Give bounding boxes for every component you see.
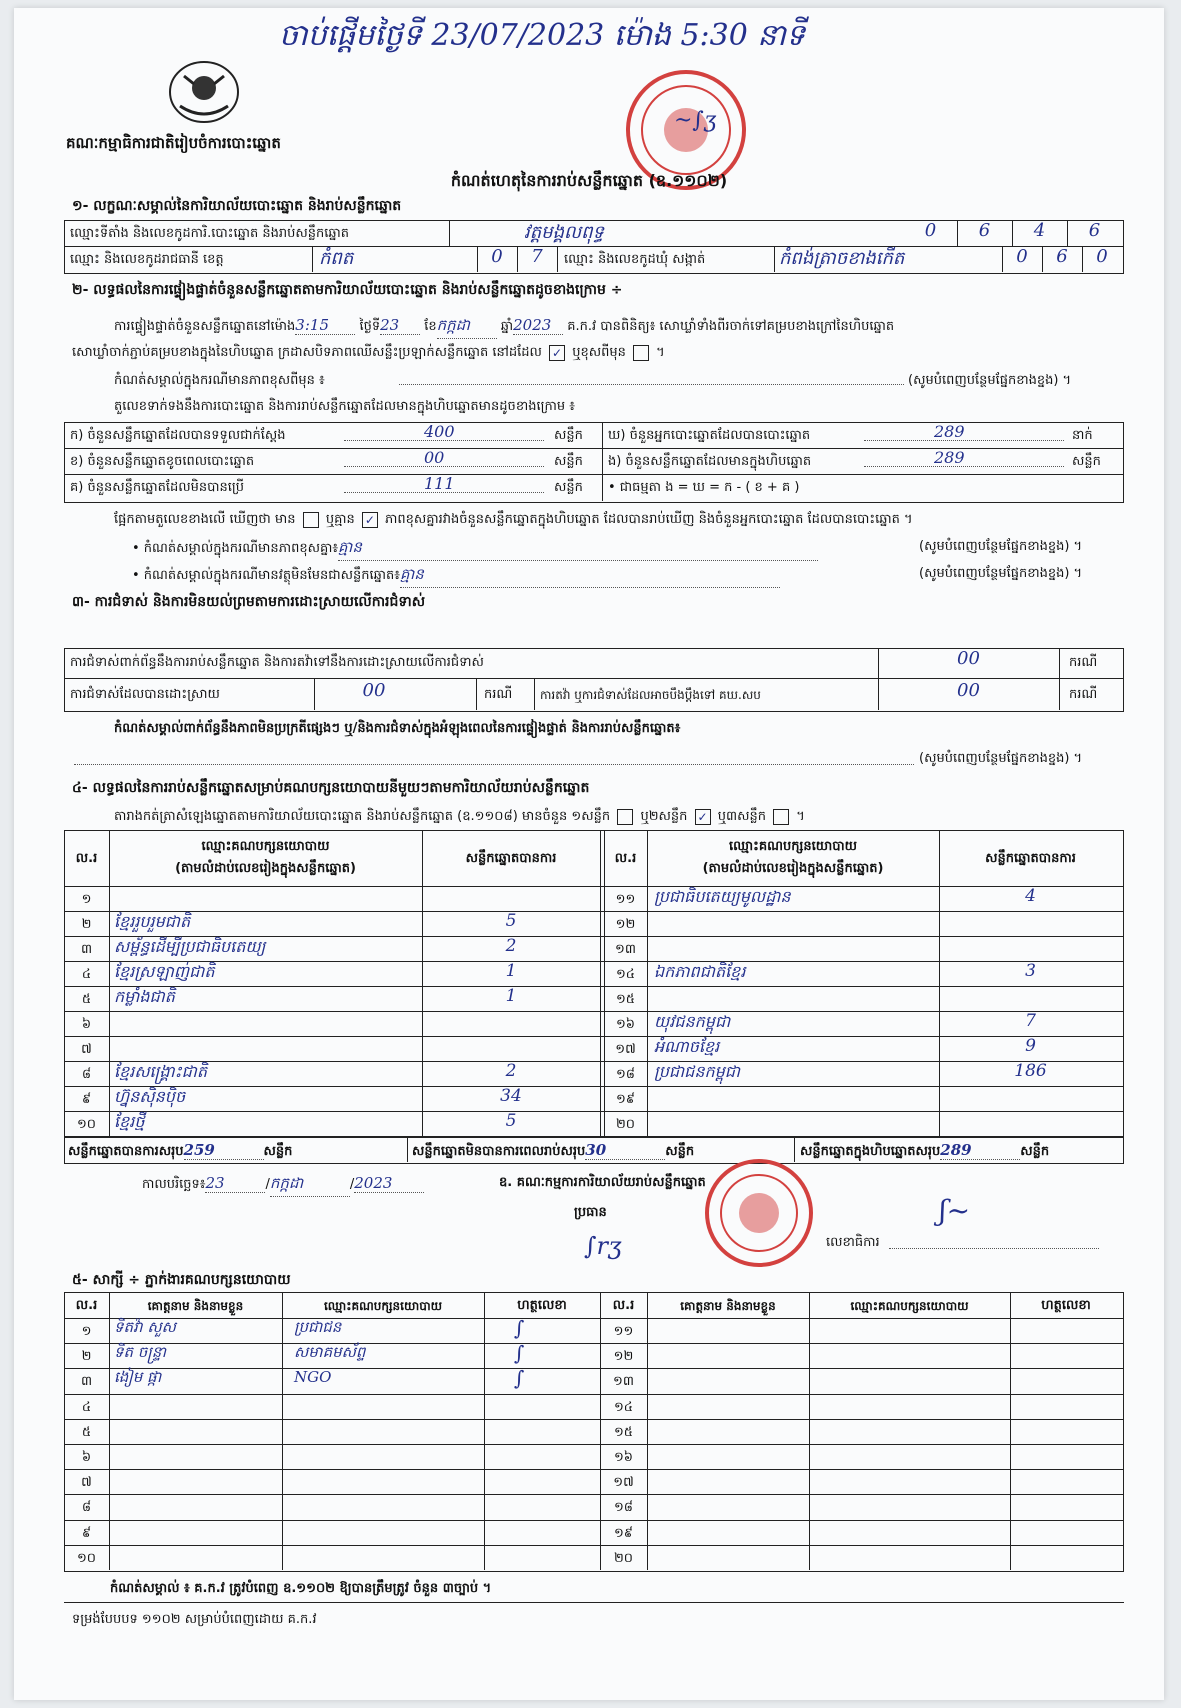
witness-number: ១ [81,1324,92,1339]
party-votes: 5 [505,911,517,931]
section4-title: ៤- លទ្ធផលនៃការរាប់សន្លឹកឆ្នោតសម្រាប់គណបក្សនយោបាយនីមួយៗតាមការិយាល័យរាប់សន្លឹកឆ្នោត [72,780,590,796]
secretary-label: លេខាធិការ [826,1235,880,1250]
col-votes-header: សន្លឹកឆ្នោតបានការ [465,851,557,866]
row-divider [64,1419,1124,1420]
commune-code-digit: 6 [1056,246,1068,267]
col-votes-header: សន្លឹកឆ្នោតបានការ [985,851,1076,866]
party-number: ១១ [615,892,636,907]
dotted-leader [864,440,1064,441]
count-label: ខ) ចំនួនសន្លឹកឆ្នោតខូចពេលបោះឆ្នោត [70,454,255,469]
row-divider [64,1545,1124,1546]
witness-number: ១៦ [613,1450,634,1465]
total-in-box: សន្លឹកឆ្នោតក្នុងហិបឆ្នោតសរុប289 សន្លឹក [800,1141,1050,1159]
count-label: ឃ) ចំនួនអ្នកបោះឆ្នោតដែលបានបោះឆ្នោត [608,428,811,443]
party-name: យុវជនកម្ពុជា [654,1012,731,1031]
witness-signature: ∫ [514,1341,525,1365]
count-unit: សន្លឹក [1072,454,1101,469]
seal-status-line: សោឃ្លាំចាក់ភ្ជាប់គម្របខាងក្នុងនៃហិបឆ្នោត ក្រដាសបិទភាពឈើសន្លឹះប្រឡាក់សន្លឹកឆ្នោត នៅដដែល ✓ ឬខុសពីមុន ។ [72,345,665,360]
no-difference-checkbox[interactable]: ✓ [362,512,378,528]
station-code-digit: 6 [1088,220,1101,241]
party-number: ១៥ [615,992,636,1007]
party-votes: 3 [1025,961,1036,981]
party-votes: 9 [1025,1036,1036,1056]
party-name: ខ្មែរសង្គ្រោះជាតិ [114,1062,208,1081]
station-name-label: ឈ្មោះទីតាំង និងលេខកូដការិ.បោះឆ្នោត និងរាប់សន្លឹកឆ្នោត [70,226,349,241]
witness-party: ប្រជាជន [294,1318,342,1336]
witness-col-no: ល.រ [612,1298,635,1313]
row-divider [64,1494,1124,1495]
witness-signature: ∫ [514,1316,525,1340]
commune-label: ឈ្មោះ និងលេខកូដឃុំ សង្កាត់ [564,252,706,267]
witness-number: ១៨ [613,1500,634,1515]
witness-number: ១១ [613,1324,634,1339]
party-number: ៣ [80,942,93,957]
party-number: ១៦ [615,1017,636,1032]
top-signature: ~∫ʒ [674,108,717,133]
institution-name: គណៈកម្មាធិការជាតិរៀបចំការបោះឆ្នោត [66,134,281,152]
col-no-header: ល.រ [75,851,98,866]
party-number: ២ [81,917,92,932]
witness-number: ៧ [81,1475,92,1490]
party-name: សម្ព័ន្ធដើម្បីប្រជាធិបតេយ្យ [114,937,266,956]
count-unit: សន្លឹក [554,428,583,443]
party-number: ២០ [615,1117,636,1132]
party-number: ៨ [81,1067,92,1082]
witness-col-sign: ហត្ថលេខា [1041,1298,1091,1313]
party-number: ១០ [76,1117,97,1132]
party-votes: 1 [505,961,517,981]
chair-signature: ∫rʒ [584,1232,622,1260]
commune-value: កំពង់ត្រាចខាងកើត [779,248,905,269]
witness-signature: ∫ [514,1366,525,1390]
party-number: ១៨ [615,1067,636,1082]
verify-time-line: ការផ្ទៀងផ្ទាត់ចំនួនសន្លឹកឆ្នោតនៅម៉ោង3:15 ថ្ងៃទី23 ខែកក្កដា ឆ្នាំ2023 គ.ក.វ បានពិនិត្យ៖ សោឃ្លាំទាំងពីរចាក់ទៅគម្របខាងក្រៅនៃហិបឆ្នោត [114,316,894,339]
diff-note-label: កំណត់សម្គាល់ក្នុងករណីមានភាពខុសពីមុន ៖ [114,373,325,388]
witness-number: ១៤ [613,1400,634,1415]
witness-number: ២០ [613,1551,634,1566]
handwritten-start-note: ចាប់ផ្ដើមថ្ងៃទី 23/07/2023 ម៉ោង 5:30 នាទី [279,18,805,53]
party-number: ១២ [615,917,636,932]
party-name: ប្រជាជនកម្ពុជា [654,1062,741,1081]
foreign-object-value: គ្មាន [400,565,780,588]
objection-row2-label: ការជំទាស់ដែលបានដោះស្រាយ [70,687,220,702]
witness-number: ១៣ [613,1374,634,1389]
party-votes: 34 [500,1086,522,1106]
party-number: ៧ [81,1042,92,1057]
two-sheet-checkbox[interactable]: ✓ [695,809,711,825]
count-label: គ) ចំនួនសន្លឹកឆ្នោតដែលមិនបានប្រើ [70,480,244,495]
count-unit: នាក់ [1072,428,1093,443]
count-label: ក) ចំនួនសន្លឹកឆ្នោតដែលបានទទួលជាក់ស្ដែង [70,428,286,443]
dotted-leader [344,440,544,441]
party-votes: 4 [1025,886,1036,906]
witness-number: ៩ [81,1526,92,1541]
col-party-header: ឈ្មោះគណបក្សនយោបាយ [201,839,330,854]
witness-number: ២ [81,1349,92,1364]
count-value: 289 [934,422,965,441]
witness-number: ១៧ [613,1475,634,1490]
row-divider [64,1520,1124,1521]
total-valid-value: 259 [184,1141,264,1160]
row-divider [64,1368,1124,1369]
party-number: ១៤ [615,967,636,982]
bullet-foreign-object-note: • កំណត់សម្គាល់ក្នុងករណីមានវត្ថុមិនមែនជាសន្លឹកឆ្នោត៖គ្មាន [132,565,780,588]
fill-more-note: (សូមបំពេញបន្ថែមផ្នែកខាងខ្នង) ។ [919,566,1083,581]
party-number: ១ [81,892,92,907]
count-unit: សន្លឹក [554,454,583,469]
section5-title: ៥- សាក្សី ÷ ភ្នាក់ងារគណបក្សនយោបាយ [72,1272,291,1288]
witness-col-name: គោត្តនាម និងនាមខ្លួន [147,1299,244,1313]
party-name: ខ្មែរស្រឡាញ់ជាតិ [114,962,215,981]
signing-month-value: កក្កដា [270,1174,350,1197]
party-name: ខ្មែរថ្មី [114,1112,145,1131]
dotted-leader [344,466,544,467]
party-votes: 2 [505,936,517,956]
committee-label: ឧ. គណៈកម្មការការិយាល័យរាប់សន្លឹកឆ្នោត [499,1175,706,1190]
row-divider [64,1394,1124,1395]
signing-year-value: 2023 [354,1174,424,1193]
row-divider [64,1444,1124,1445]
party-name: ប្រជាធិបតេយ្យមូលដ្ឋាន [654,887,791,906]
party-name: ហ្វ៊ុនស៊ិនប៉ិច [114,1087,186,1106]
count-unit: សន្លឹក [554,480,583,495]
party-votes: 186 [1014,1061,1047,1081]
station-code-digit: 0 [924,220,937,241]
one-sheet-checkbox[interactable] [617,809,633,825]
section2-title: ២- លទ្ធផលនៃការផ្ទៀងផ្ទាត់ចំនួនសន្លឹកឆ្នោតតាមការិយាល័យបោះឆ្នោត និងរាប់សន្លឹកឆ្នោតដូចខាងក្រោម ÷ [72,282,623,298]
party-number: ១៩ [615,1092,636,1107]
count-value: 00 [424,448,445,467]
counts-intro: តួលេខទាក់ទងនឹងការបោះឆ្នោត និងការរាប់សន្លឹកឆ្នោតដែលមានក្នុងហិបឆ្នោតមានដូចខាងក្រោម ៖ [114,399,575,414]
party-number: ៦ [81,1017,92,1032]
has-difference-checkbox[interactable] [303,512,319,528]
witness-number: ៥ [81,1425,92,1440]
form-sheet [14,8,1164,1700]
unchanged-checkbox[interactable]: ✓ [549,345,565,361]
party-votes: 7 [1025,1011,1036,1031]
verify-time-value: 3:15 [295,316,355,335]
row-divider [64,1343,1124,1344]
signing-day-value: 23 [205,1174,265,1193]
col-party-subheader: (តាមលំដាប់លេខរៀងក្នុងសន្លឹកឆ្នោត) [175,861,356,876]
official-seal-bottom-icon [704,1158,814,1268]
witness-number: ៣ [80,1374,93,1389]
chair-label: ប្រធាន [574,1205,607,1220]
witness-number: ៨ [81,1500,92,1515]
verify-day-value: 23 [380,316,420,335]
appeal-value: 00 [957,680,980,701]
footer-note: កំណត់សម្គាល់ ៖ គ.ក.វ ត្រូវបំពេញ ឧ.១១០២ ឱ្យបានត្រឹមត្រូវ ចំនួន ៣ច្បាប់ ។ [110,1581,492,1596]
section3-title: ៣- ការជំទាស់ និងការមិនយល់ព្រមតាមការដោះស្រាយលើការជំទាស់ [72,594,426,610]
row-divider [64,1469,1124,1470]
party-number: ៥ [81,992,92,1007]
party-votes: 5 [505,1111,517,1131]
station-name-value: វត្តមង្គលពុទ្ធ [524,222,604,243]
three-sheet-checkbox[interactable] [773,809,789,825]
witness-number: ១៩ [613,1526,634,1541]
party-name: កម្លាំងជាតិ [114,987,175,1006]
verify-month-value: កក្កដា [437,316,497,339]
irregularity-note: កំណត់សម្គាល់ពាក់ព័ន្ធនឹងភាពមិនប្រក្រតីផ្សេងៗ ឬ/និងការជំទាស់ក្នុងអំឡុងពេលនៃការផ្ទៀងផ្ទាត់ និងការរាប់សន្លឹកឆ្នោត៖ [114,721,681,736]
col-party-header: ឈ្មោះគណបក្សនយោបាយ [729,839,857,854]
fill-more-note: (សូមបំពេញបន្ថែមផ្នែកខាងខ្នង) ។ [908,373,1072,388]
witness-name: ទិត ចន្ទ្រា [114,1343,167,1361]
commune-code-digit: 0 [1096,246,1108,267]
witness-number: ៤ [81,1400,92,1415]
province-value: កំពត [319,248,354,269]
case-unit: ករណី [1069,655,1098,670]
nec-emblem-icon [164,56,244,128]
col-party-subheader: (តាមលំដាប់លេខរៀងក្នុងសន្លឹកឆ្នោត) [702,861,884,876]
commune-code-digit: 0 [1016,246,1028,267]
party-number: ៩ [81,1092,92,1107]
witness-party: NGO [294,1368,332,1386]
fill-more-note: (សូមបំពេញបន្ថែមផ្នែកខាងខ្នង) ។ [919,539,1083,554]
changed-checkbox[interactable] [633,345,649,361]
form-title: កំណត់ហេតុនៃការរាប់សន្លឹកឆ្នោត (ឧ.១១០២) [450,171,728,190]
witness-party: សមាគមស័ព្ទ [294,1343,366,1361]
station-code-digit: 6 [978,220,991,241]
witness-name: ទិតវ៉ា សួស [114,1318,176,1336]
count-value: 289 [934,448,965,467]
party-votes: 2 [505,1061,517,1081]
party-name: ឯកភាពជាតិខ្មែរ [654,962,746,981]
witness-col-party: ឈ្មោះគណបក្សនយោបាយ [323,1299,443,1313]
witness-col-sign: ហត្ថលេខា [517,1298,567,1313]
witness-table [64,1292,1124,1572]
witness-number: ១២ [613,1349,634,1364]
station-code-digit: 4 [1033,220,1046,241]
party-number: ៤ [81,967,92,982]
count-label: ង) ចំនួនសន្លឹកឆ្នោតដែលមានក្នុងហិបឆ្នោត [608,454,812,469]
secretary-signature: ʃ~ [939,1194,971,1227]
province-code-digit: 7 [531,246,543,267]
party-name: ខ្មែររួបរួមជាតិ [114,912,191,931]
party-votes: 1 [505,986,517,1006]
section1-title: ១- លក្ខណៈសម្គាល់នៃការិយាល័យបោះឆ្នោត និងរាប់សន្លឹកឆ្នោត [72,198,402,214]
count-value: 111 [424,474,455,493]
difference-check-line: ផ្អែកតាមតួលេខខាងលើ ឃើញថា មាន ឬគ្មាន ✓ ភាពខុសគ្នារវាងចំនួនសន្លឹកឆ្នោតក្នុងហិបឆ្នោត ដែលបានរាប់ឃើញ និងចំនួនអ្នកបោះឆ្នោត ដែលបានបោះឆ្នោត ។ [114,512,913,527]
party-number: ១៣ [615,942,636,957]
total-valid: សន្លឹកឆ្នោតបានការសរុប259 សន្លឹក [68,1141,293,1159]
footer-form-id: ទម្រង់បែបបទ ១១០២ សម្រាប់បំពេញដោយ គ.ក.វ [72,1612,317,1627]
bullet-difference-note: • កំណត់សម្គាល់ក្នុងករណីមានភាពខុសគ្នា៖គ្មាន [132,538,818,561]
difference-note-value: គ្មាន [338,538,818,561]
total-in-box-value: 289 [940,1141,1020,1160]
dotted-leader [864,466,1064,467]
witness-col-name: គោត្តនាម និងនាមខ្លួន [680,1299,776,1313]
total-invalid: សន្លឹកឆ្នោតមិនបានការពេលរាប់សរុប30 សន្លឹក [412,1141,695,1159]
case-unit: ករណី [484,687,513,702]
dotted-leader [344,492,544,493]
count-value: 400 [424,422,455,441]
col-no-header: ល.រ [614,851,637,866]
province-code-digit: 0 [491,246,503,267]
witness-number: ១០ [76,1551,97,1566]
objection-row1-label: ការជំទាស់ពាក់ព័ន្ធនឹងការរាប់សន្លឹកឆ្នោត និងការតវ៉ាទៅនឹងការដោះស្រាយលើការជំទាស់ [70,655,484,670]
count-label: • ជាធម្មតា ង = ឃ = ក - ( ខ + គ ) [608,480,800,495]
fill-more-note: (សូមបំពេញបន្ថែមផ្នែកខាងខ្នង) ។ [919,751,1083,766]
witness-col-party: ឈ្មោះគណបក្សនយោបាយ [850,1299,969,1313]
total-invalid-value: 30 [585,1141,665,1160]
witness-number: ៦ [81,1450,92,1465]
objection-row1-value: 00 [957,648,980,669]
appeal-label: ការតវ៉ា ឬការជំទាស់ដែលអាចបឹងប្ដឹងទៅ គឃ.សប [540,688,761,702]
province-label: ឈ្មោះ និងលេខកូដរាជធានី ខេត្ត [70,252,224,267]
party-number: ១៧ [615,1042,636,1057]
party-name: អំណាចខ្មែរ [654,1037,720,1056]
witness-col-no: ល.រ [75,1298,98,1313]
case-unit: ករណី [1069,687,1098,702]
verify-year-value: 2023 [513,316,563,335]
signing-date-line: កាលបរិច្ឆេទ៖23 /កក្កដា /2023 [142,1174,424,1197]
tally-sheet-line: តារាងកត់ត្រាសំឡេងឆ្នោតតាមការិយាល័យបោះឆ្នោត និងរាប់សន្លឹកឆ្នោត (ឧ.១១០៨) មានចំនួន ១សន្លឹក ឬ២សន្លឹក ✓ ឬ៣សន្លឹក ។ [114,809,805,824]
resolved-objections-value: 00 [362,680,386,701]
witness-number: ១៥ [613,1425,634,1440]
witness-name: ងៀម ផ្កា [114,1368,162,1386]
